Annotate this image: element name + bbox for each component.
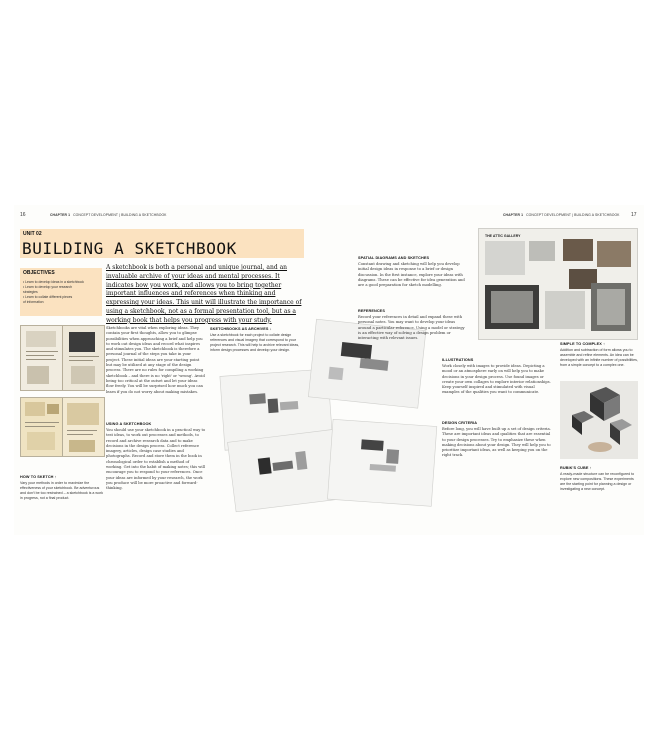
illustrations-body: Work closely with images to provide ideas. Depicting a mood or an atmosphere early on will help you to make decisions in your design process. Use found images or create your own collages to explore interior relationships. Keep yourself inspired and stimulated with visual examples of the qualities you want to communicate. [442, 364, 551, 395]
sketchbook-photo-2 [20, 397, 105, 457]
how-to-sketch-heading: HOW TO SKETCH ↑ [20, 475, 57, 479]
design-criteria-heading: DESIGN CRITERIA [442, 421, 478, 425]
using-sketchbook-body: You should use your sketchbook in a practical way to test ideas, to work out processes and methods, to record and archive research data and to make decisions in the design process. Collect reference imagery, articles, design case studies and photographs. Record and store them in the book in chronological order to establish a method of working. Get into the habit of making notes; this will encourage you to respond to your references. Once your ideas are informed by your research, the work you produce will be more proactive and forward-thinking. [106, 428, 206, 491]
right-running-head: CHAPTER 1 CONCEPT DEVELOPMENT | BUILDING A SKETCHBOOK [503, 213, 620, 217]
archives-heading: SKETCHBOOKS AS ARCHIVES ↓ [210, 327, 272, 331]
board-imagery [479, 229, 637, 339]
simple-to-complex-heading: SIMPLE TO COMPLEX ↑ [560, 342, 606, 346]
rubiks-cube-photo [560, 381, 638, 459]
intro-paragraph: A sketchbook is both a personal and unique journal, and an invaluable archive of your ideas and mental processes. It indicates how you work, and allows you to bring together important influences and references when thinking and expressing your ideas. This unit will illustrate the importance of using a sketchbook, not as a formal presentation tool, but as a working book that helps you progress with your study. [106, 264, 302, 324]
spatial-diagrams-heading: SPATIAL DIAGRAMS AND SKETCHES [358, 256, 430, 260]
objective-item: • Learn to collate different pieces [23, 295, 73, 299]
objectives-heading: OBJECTIVES [23, 270, 55, 276]
spatial-diagrams-body: Constant drawing and sketching will help you develop initial design ideas in response to a brief or design discussion. In the first instance, explore your ideas with diagrams. These can be effective for idea generation and are a good preparation for sketch modelling. [358, 262, 465, 288]
unit-label: UNIT 02 [23, 231, 42, 237]
sketchbook-photo-1 [20, 325, 105, 391]
board-title: THE ATTIC GALLERY [485, 234, 521, 238]
objective-item: • Learn to develop ideas in a sketchbook [23, 280, 84, 284]
references-heading: REFERENCES [358, 309, 385, 313]
rubiks-cube-heading: RUBIK'S CUBE ↑ [560, 466, 592, 470]
references-body: Record your references in detail and expand these with personal notes. You may want to develop your ideas around a particular reference. Using a model or strategy is an effective way of solving a design problem or interacting with relevant issues. [358, 315, 465, 341]
rubiks-cube-caption: A ready-made structure can be reconfigured to explore new compositions. These experiments are the starting point for planning a design or investigating a new concept. [560, 472, 635, 492]
left-running-head: CHAPTER 1 CONCEPT DEVELOPMENT | BUILDING A SKETCHBOOK [50, 213, 167, 217]
body-paragraph-1: Sketchbooks are vital when exploring ideas. They contain your first thoughts, allow you to glimpse possibilities when approaching a brief and help you to work out design ideas and record what inspires and stimulates you. The sketchbook is therefore a personal journal of the steps you take in your project. These initial ideas are your starting point but may be utilized at any stage of the design process. There are no rules for compiling a working sketchbook – and there is no 'right' or 'wrong'. Avoid being too critical at the outset and let your ideas flow freely. You will be surprised how much you can learn if you do not worry about making mistakes. [106, 326, 205, 394]
simple-to-complex-caption: Addition and subtraction of form allows you to assemble and refine elements. An idea can be developed with an infinite number of possibilities, from a simple concept to a complex one. [560, 348, 638, 368]
models-photo-collage [210, 315, 440, 517]
objective-item: • Learn to develop your research [23, 285, 73, 289]
archives-caption: Use a sketchbook for each project to collate design references and visual imagery that correspond to your project research. This will help to archive relevant ideas, inform design processes and develop your design. [210, 333, 300, 353]
presentation-board-photo [478, 228, 638, 340]
how-to-sketch-caption: Vary your methods in order to maximize the effectiveness of your sketchbook. Be adventurous and don't be too restrained – a sketchbook is a work in progress, not a final product. [20, 481, 103, 501]
objective-item: of information [23, 300, 44, 304]
illustrations-heading: ILLUSTRATIONS [442, 358, 474, 362]
using-sketchbook-heading: USING A SKETCHBOOK [106, 422, 152, 426]
right-page-number: 17 [631, 212, 637, 218]
left-page-number: 16 [20, 212, 26, 218]
objective-item: strategies [23, 290, 38, 294]
page-title: BUILDING A SKETCHBOOK [22, 239, 237, 258]
design-criteria-body: Before long, you will have built up a set of design criteria. These are important ideas and qualities that are essential to your design processes. Try to emphasize these when making decisions about your design. They will help you to prioritize important ideas, as well as keeping you on the right track. [442, 427, 551, 458]
